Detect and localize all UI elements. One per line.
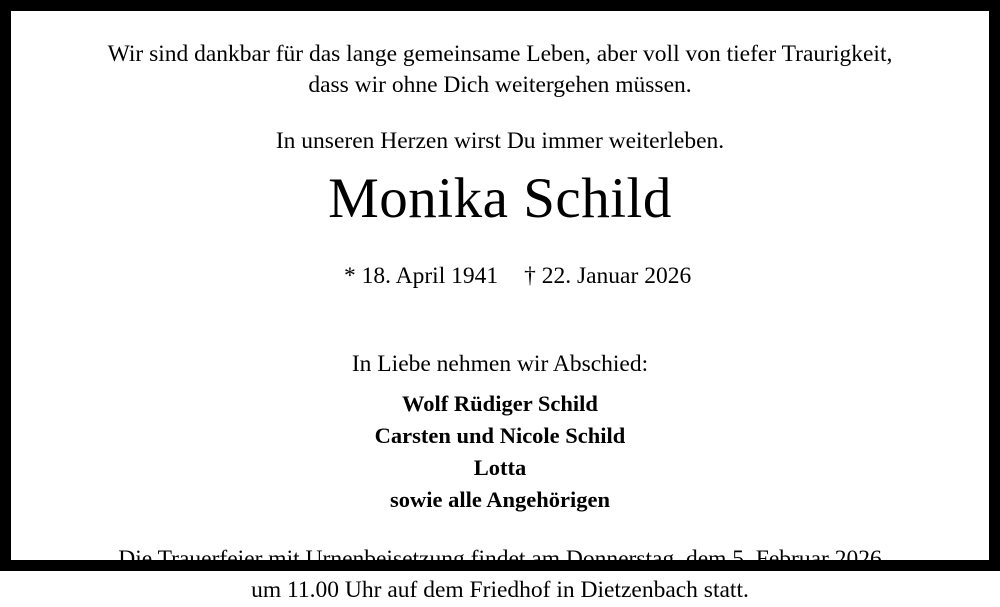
birth-date: * 18. April 1941 bbox=[344, 263, 499, 290]
service-line-2: um 11.00 Uhr auf dem Friedhof in Dietzenbach statt. bbox=[251, 577, 749, 604]
service-line-1: Die Trauerfeier mit Urnenbeisetzung findet am Donnerstag, dem 5. Februar 2026 bbox=[118, 546, 882, 573]
family-line-2: Carsten und Nicole Schild bbox=[374, 423, 626, 449]
life-dates bbox=[309, 236, 691, 317]
obituary-card bbox=[8, 8, 992, 604]
family-line-1: Wolf Rüdiger Schild bbox=[402, 391, 598, 417]
family-list bbox=[375, 388, 626, 516]
farewell-intro: In Liebe nehmen wir Abschied: bbox=[351, 351, 649, 378]
family-line-3: Lotta bbox=[473, 455, 527, 481]
death-date: † 22. Januar 2026 bbox=[524, 263, 692, 290]
service-details bbox=[118, 544, 882, 607]
intro-line-1: Wir sind dankbar für das lange gemeinsame Leben, aber voll von tiefer Traurigkeit, bbox=[107, 41, 893, 67]
intro-line-2: dass wir ohne Dich weitergehen müssen. bbox=[308, 71, 692, 98]
intro-text bbox=[108, 39, 893, 100]
memory-line: In unseren Herzen wirst Du immer weiterleben. bbox=[275, 128, 725, 155]
deceased-name: Monika Schild bbox=[328, 166, 672, 230]
family-line-4: sowie alle Angehörigen bbox=[390, 487, 610, 513]
